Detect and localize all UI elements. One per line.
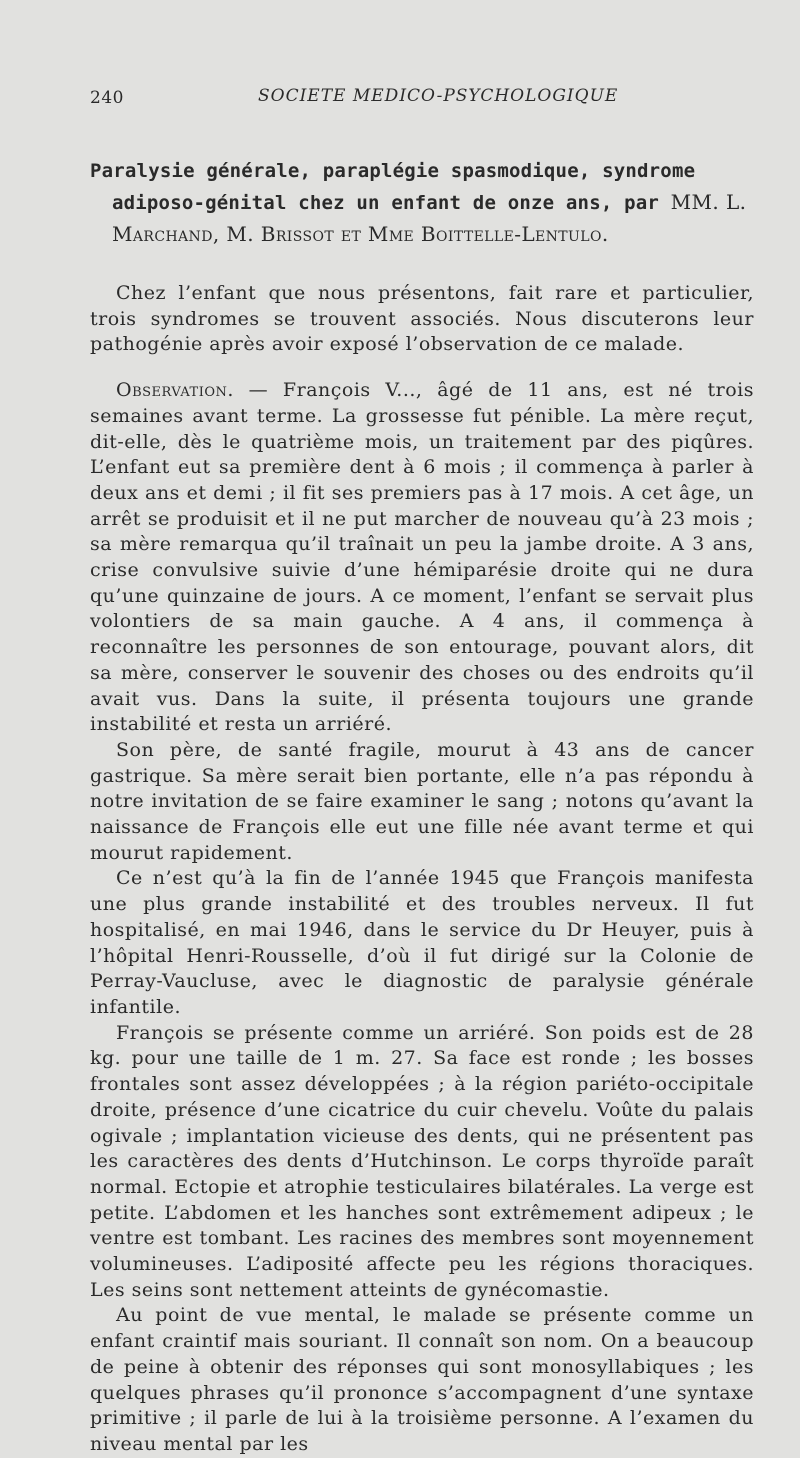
article-title-text: Paralysie générale, paraplégie spasmodique, syndrome adiposo-génital chez un enfant de onze ans, par bbox=[90, 160, 696, 214]
running-header bbox=[90, 80, 754, 116]
article-body bbox=[90, 281, 754, 1458]
journal-title: SOCIETE MEDICO-PSYCHOLOGIQUE bbox=[258, 86, 619, 106]
article-title bbox=[90, 156, 754, 251]
paragraph-mental-exam: Au point de vue mental, le malade se présente comme un enfant craintif mais souriant. Il connaît son nom. On a beaucoup de peine à obtenir des réponses qui sont monosyllabiques ; les quelques phrases qu’il prononce s’accompagnent d’une syntaxe primitive ; il parle de lui à la troisième personne. A l’examen du niveau mental par les bbox=[90, 1304, 754, 1455]
observation-label: Observation. bbox=[116, 379, 234, 402]
article-authors: MM. L. Marchand, M. Brissot et Mme Boittelle-Lentulo. bbox=[112, 190, 747, 246]
paragraph-hospitalization: Ce n’est qu’à la fin de l’année 1945 que François manifesta une plus grande instabilité et des troubles nerveux. Il fut hospitalisé, en mai 1946, dans le service du Dr Heuyer, puis à l’hôpital Henri-Rousselle, d’où il fut dirigé sur la Colonie de Perray-Vaucluse, avec le diagnostic de paralysie générale infantile. bbox=[90, 867, 754, 1018]
observation-text: — François V..., âgé de 11 ans, est né trois semaines avant terme. La grossesse fut pénible. La mère reçut, dit-elle, dès le quatrième mois, un traitement par des piqûres. L’enfant eut sa première dent à 6 mois ; il commença à parler à deux ans et demi ; il fit ses premiers pas à 17 mois. A cet âge, un arrêt se produisit et il ne put marcher de nouveau qu’à 23 mois ; sa mère remarqua qu’il traînait un peu la jambe droite. A 3 ans, crise convulsive suivie d’une hémiparésie droite qui ne dura qu’une quinzaine de jours. A ce moment, l’enfant se servait plus volontiers de sa main gauche. A 4 ans, il commença à reconnaître les personnes de son entourage, pouvant alors, dit sa mère, conserver le souvenir des choses ou des endroits qu’il avait vus. Dans la suite, il présenta toujours une grande instabilité et resta un arriéré. bbox=[90, 379, 754, 736]
paragraph-physical-exam: François se présente comme un arriéré. Son poids est de 28 kg. pour une taille de 1 m. 27. Sa face est ronde ; les bosses frontales sont assez développées ; à la région pariéto-occipitale droite, présence d’une cicatrice du cuir chevelu. Voûte du palais ogivale ; implantation vicieuse des dents, qui ne présentent pas les caractères des dents d’Hutchinson. Le corps thyroïde paraît normal. Ectopie et atrophie testiculaires bilatérales. La verge est petite. L’abdomen et les hanches sont extrêmement adipeux ; le ventre est tombant. Les racines des membres sont moyennement volumineuses. L’adiposité affecte peu les régions thoraciques. Les seins sont nettement atteints de gynécomastie. bbox=[90, 1021, 754, 1301]
paragraph-observation bbox=[90, 378, 754, 738]
paragraph-intro: Chez l’enfant que nous présentons, fait rare et particulier, trois syndromes se trouvent associés. Nous discuterons leur pathogénie après avoir exposé l’observation de ce malade. bbox=[90, 282, 754, 356]
paragraph-family-history: Son père, de santé fragile, mourut à 43 ans de cancer gastrique. Sa mère serait bien portante, elle n’a pas répondu à notre invitation de se faire examiner le sang ; notons qu’avant la naissance de François elle eut une fille née avant terme et qui mourut rapidement. bbox=[90, 738, 754, 864]
page-number: 240 bbox=[90, 88, 124, 108]
